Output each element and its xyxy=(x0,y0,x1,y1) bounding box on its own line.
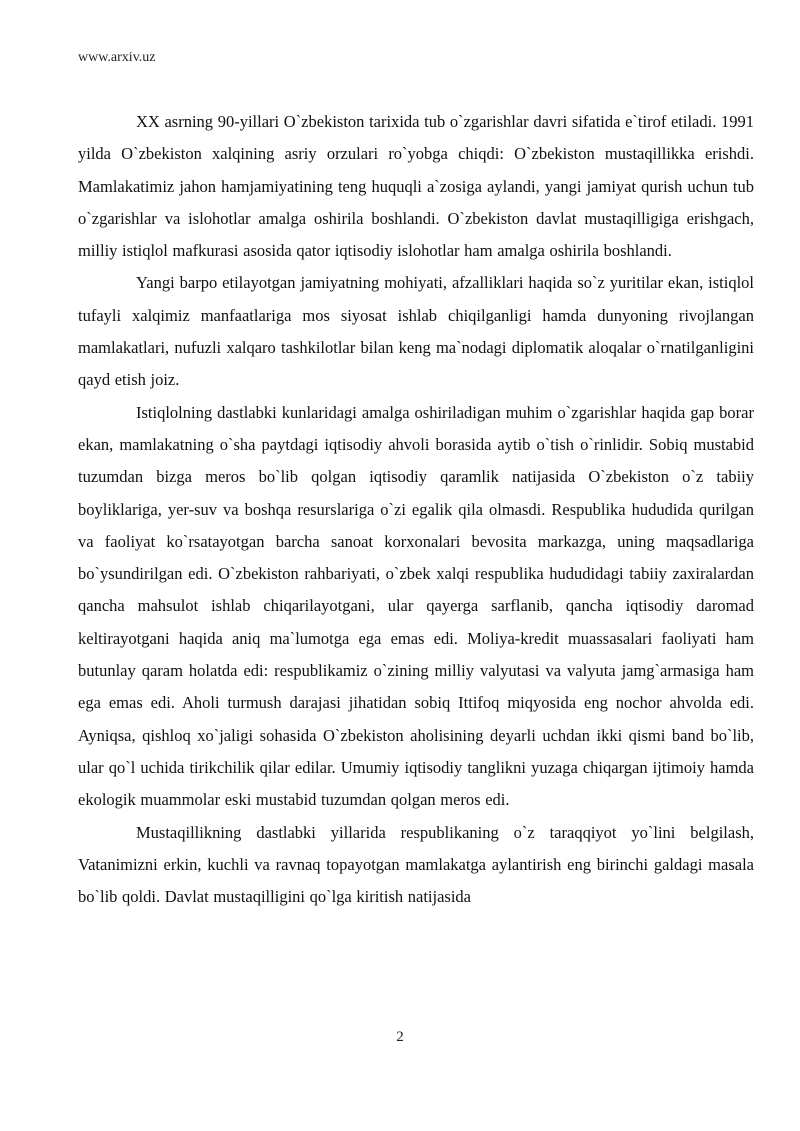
paragraph-2: Yangi barpo etilayotgan jamiyatning mohiyati, afzalliklari haqida so`z yuritilar ekan, istiqlol tufayli xalqimiz manfaatlariga mos siyosat ishlab chiqilganligi hamda dunyoning rivojlangan mamlakatlari, nufuzli xalqaro tashkilotlar bilan keng ma`nodagi diplomatik aloqalar o`rnatilganligini qayd etish joiz. xyxy=(78,273,754,390)
paragraph-3: Istiqlolning dastlabki kunlaridagi amalga oshiriladigan muhim o`zgarishlar haqida gap borar ekan, mamlakatning o`sha paytdagi iqtisodiy ahvoli borasida aytib o`tish o`rinlidir. Sobiq mustabid tuzumdan bizga meros bo`lib qolgan iqtisodiy qaramlik natijasida O`zbekiston o`z tabiiy boyliklariga, yer-suv va boshqa resurslariga o`zi egalik qila olmasdi. Respublika hududida qurilgan va faoliyat ko`rsatayotgan barcha sanoat korxonalari bevosita markazga, uning maqsadlariga bo`ysundirilgan edi. O`zbekiston rahbariyati, o`zbek xalqi respublika hududidagi tabiiy zaxiralardan qancha mahsulot ishlab chiqarilayotgani, ular qayerga sarflanib, qancha iqtisodiy daromad keltirayotgani haqida aniq ma`lumotga ega emas edi. Moliya-kredit muassasalari faoliyati ham butunlay qaram holatda edi: respublikamiz o`zining milliy valyutasi va valyuta jamg`armasiga ham ega emas edi. Aholi turmush darajasi jihatidan sobiq Ittifoq miqyosida eng nochor ahvolda edi. Ayniqsa, qishloq xo`jaligi sohasida O`zbekiston aholisining deyarli uchdan ikki qismi band bo`lib, ular qo`l uchida tirikchilik qilar edilar. Umumiy iqtisodiy tanglikni yuzaga chiqargan ijtimoiy hamda ekologik muammolar eski mustabid tuzumdan qolgan meros edi. xyxy=(78,402,754,810)
paragraph-4: Mustaqillikning dastlabki yillarida respublikaning o`z taraqqiyot yo`lini belgilash, Vatanimizni erkin, kuchli va ravnaq topayotgan mamlakatga aylantirish eng birinchi galdagi masala bo`lib qoldi. Davlat mustaqilligini qo`lga kiritish natijasida xyxy=(78,822,754,907)
header-url: www.arxiv.uz xyxy=(78,50,156,65)
page-number: 2 xyxy=(396,1029,404,1045)
paragraph-1: XX asrning 90-yillari O`zbekiston tarixida tub o`zgarishlar davri sifatida e`tirof etiladi. 1991 yilda O`zbekiston xalqining asriy orzulari ro`yobga chiqdi: O`zbekiston mustaqillikka erishdi. Mamlakatimiz jahon hamjamiyatining teng huquqli a`zosiga aylandi, yangi jamiyat qurish uchun tub o`zgarishlar va islohotlar amalga oshirila boshlandi. O`zbekiston davlat mustaqilligiga erishgach, milliy istiqlol mafkurasi asosida qator iqtisodiy islohotlar ham amalga oshirila boshlandi. xyxy=(78,112,754,261)
document-body xyxy=(78,106,754,913)
